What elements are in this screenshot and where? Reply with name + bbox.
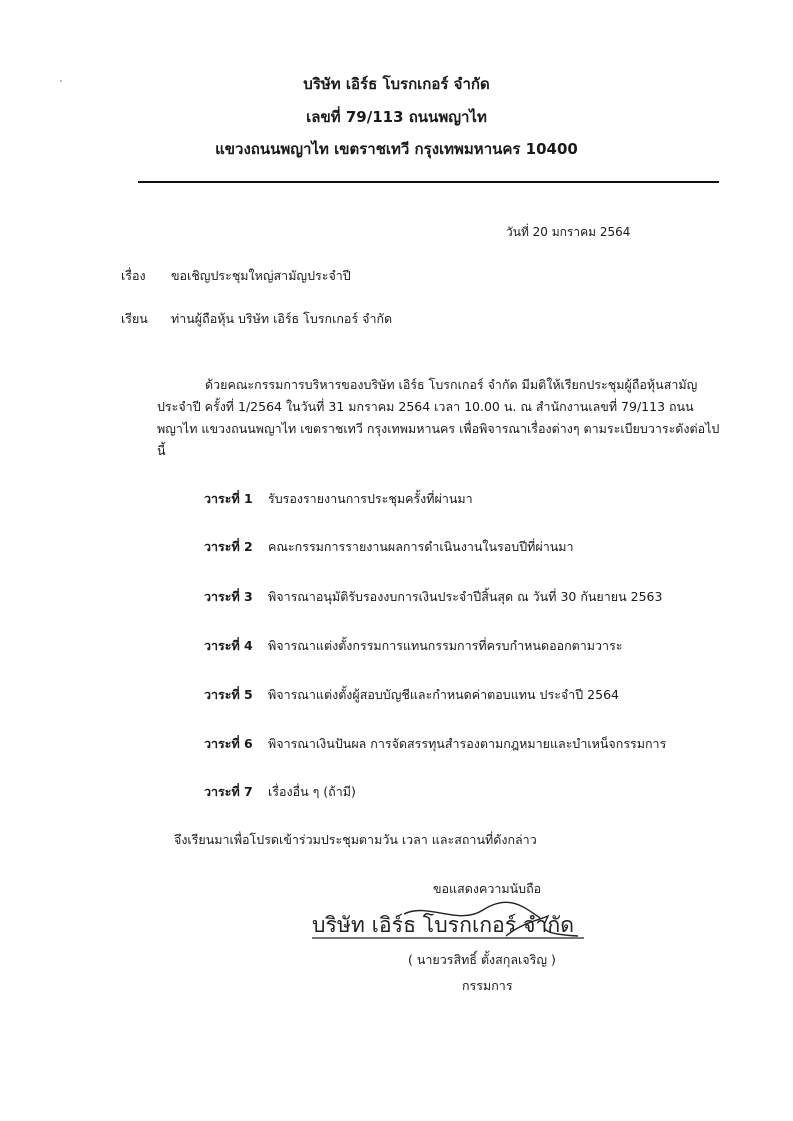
agenda-number: วาระที่ 2 [204,539,253,554]
body-text: ด้วยคณะกรรมการบริหารของบริษัท เอิร์ธ โบรกเกอร์ จำกัด มีมติให้เรียกประชุมผู้ถือหุ้นสามัญประจำปี ครั้งที่ 1/2564 ในวันที่ 31 มกราคม 2564 เวลา 10.00 น. ณ สำนักงานเลขที่ 79/113 ถนนพญาไท แขวงถนนพญาไท เขตราชเทวี กรุงเทพมหานคร เพื่อพิจารณาเรื่องต่างๆ ตามระเบียบวาระดังต่อไปนี้ [157,377,720,458]
agenda-text: เรื่องอื่น ๆ (ถ้ามี) [268,784,356,799]
signer-name: ( นายวรสิทธิ์ ตั้งสกุลเจริญ ) [408,952,556,967]
agenda-item [204,489,473,509]
subject-text: ขอเชิญประชุมใหญ่สามัญประจำปี [171,268,351,283]
address-line-1: เลขที่ 79/113 ถนนพญาไท [306,108,487,126]
signer-title: กรรมการ [462,978,513,993]
subject-line [121,266,351,286]
closing-text: จึงเรียนมาเพื่อโปรดเข้าร่วมประชุมตามวัน เวลา และสถานที่ดังกล่าว [174,832,537,847]
address-line-2: แขวงถนนพญาไท เขตราชเทวี กรุงเทพมหานคร 10400 [215,140,578,158]
agenda-item [204,587,662,607]
agenda-text: รับรองรายงานการประชุมครั้งที่ผ่านมา [268,491,473,506]
agenda-text: พิจารณาเงินปันผล การจัดสรรทุนสำรองตามกฎหมายและบำเหน็จกรรมการ [268,736,667,751]
body-paragraph [157,374,725,462]
regards-text: ขอแสดงความนับถือ [433,881,542,896]
agenda-text: พิจารณาอนุมัติรับรองงบการเงินประจำปีสิ้นสุด ณ วันที่ 30 กันยายน 2563 [268,589,663,604]
agenda-item [204,685,619,705]
agenda-number: วาระที่ 5 [204,687,253,702]
letter-date: วันที่ 20 มกราคม 2564 [506,225,631,239]
agenda-item [204,734,666,754]
agenda-item [204,782,356,802]
agenda-number: วาระที่ 6 [204,736,253,751]
agenda-number: วาระที่ 4 [204,638,253,653]
signature-stamp [308,898,588,946]
agenda-number: วาระที่ 3 [204,589,253,604]
agenda-number: วาระที่ 1 [204,491,253,506]
agenda-number: วาระที่ 7 [204,784,253,799]
recipient-label: เรียน [121,311,148,326]
agenda-item [204,636,623,656]
recipient-text: ท่านผู้ถือหุ้น บริษัท เอิร์ธ โบรกเกอร์ จำกัด [171,311,393,326]
agenda-text: คณะกรรมการรายงานผลการดำเนินงานในรอบปีที่ผ่านมา [268,539,574,554]
agenda-text: พิจารณาแต่งตั้งกรรมการแทนกรรมการที่ครบกำหนดออกตามวาระ [268,638,623,653]
company-name: บริษัท เอิร์ธ โบรกเกอร์ จำกัด [303,75,490,93]
header-rule [138,181,719,183]
recipient-line [121,309,392,329]
agenda-text: พิจารณาแต่งตั้งผู้สอบบัญชีและกำหนดค่าตอบแทน ประจำปี 2564 [268,687,619,702]
agenda-item [204,537,574,557]
signature-stamp-text: บริษัท เอิร์ธ โบรกเกอร์ จำกัด [312,913,574,937]
subject-label: เรื่อง [121,268,146,283]
